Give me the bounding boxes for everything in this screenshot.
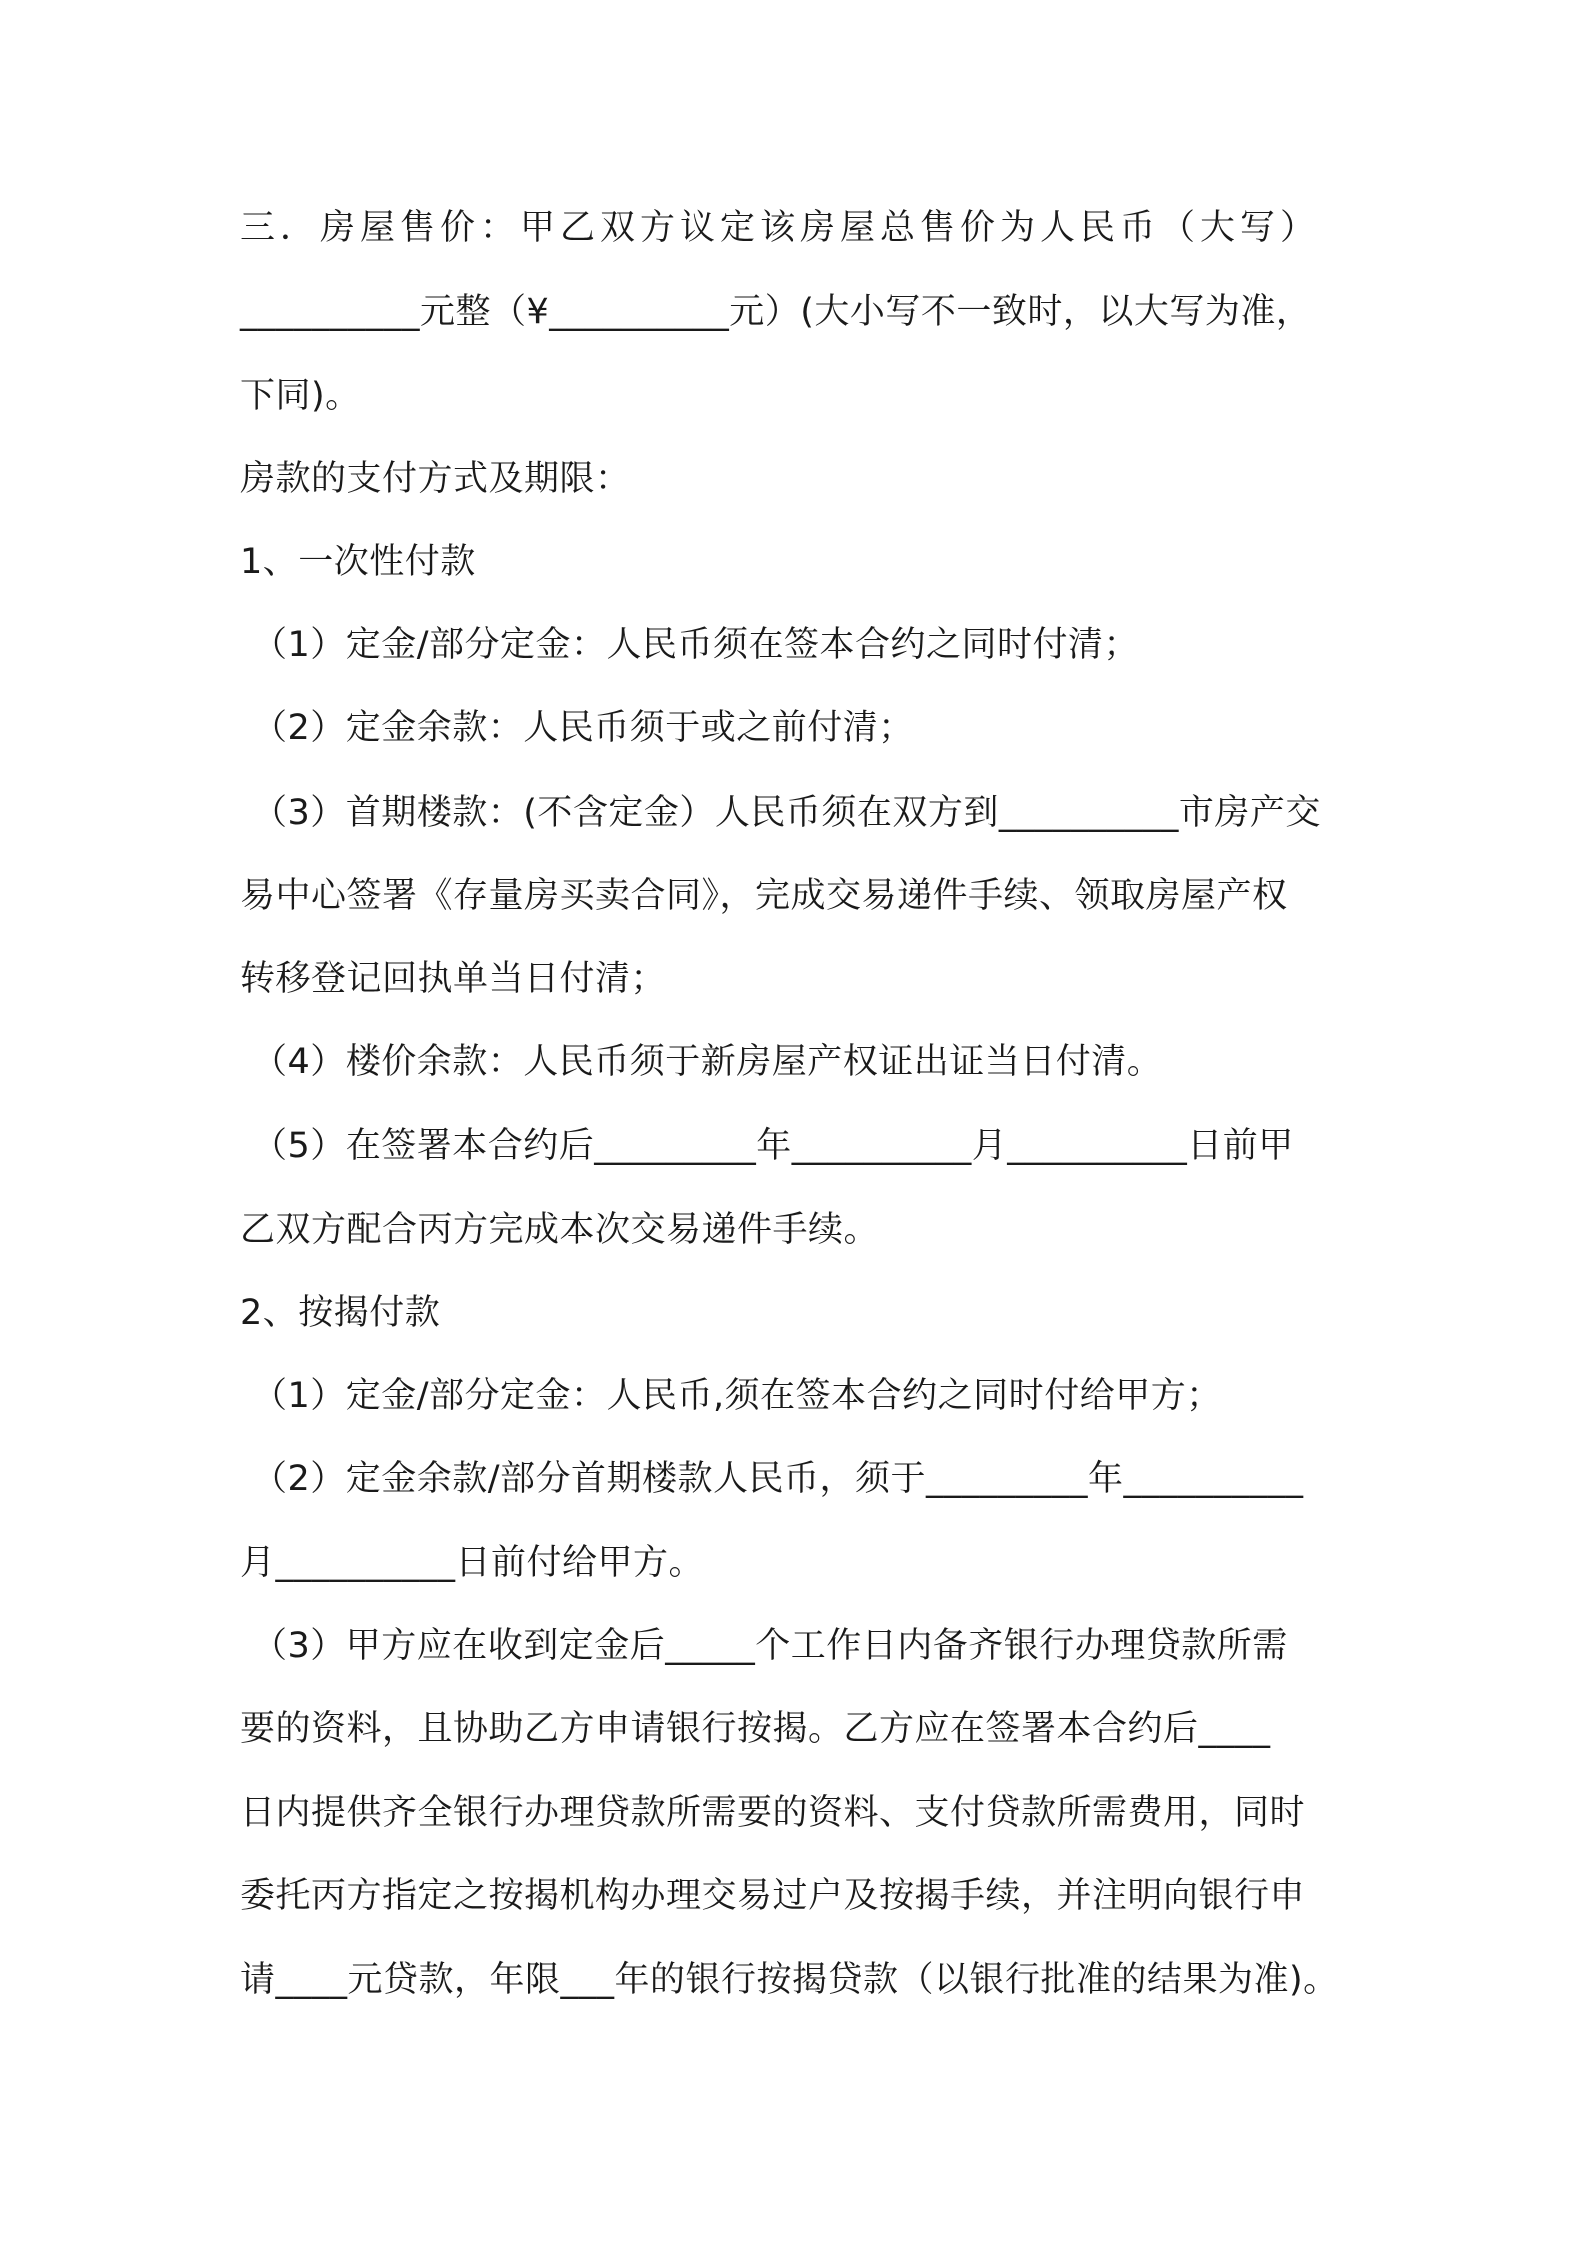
list-item: （5）在签署本合约后_________年__________月__________日前甲 [252,1126,1294,1166]
paragraph-line: 转移登记回执单当日付清； [240,959,667,999]
section-heading-price: 三．房屋售价：甲乙双方议定该房屋总售价为人民币（大写） [240,208,1321,248]
subheading-payment-method: 房款的支付方式及期限： [240,459,631,499]
paragraph-line: 易中心签署《存量房买卖合同》，完成交易递件手续、领取房屋产权 [240,876,1288,916]
list-item: （3）首期楼款：(不含定金）人民币须在双方到__________市房产交 [252,793,1321,833]
paragraph-line: 下同)。 [240,376,361,416]
list-item: （4）楼价余款：人民币须于新房屋产权证出证当日付清。 [252,1042,1163,1082]
paragraph-line: 月__________日前付给甲方。 [240,1543,705,1583]
list-item: （3）甲方应在收到定金后_____个工作日内备齐银行办理贷款所需 [252,1626,1288,1666]
subheading-one-time-payment: 1、一次性付款 [240,542,476,582]
paragraph-line: __________元整（¥__________元）(大小写不一致时，以大写为准， [240,292,1312,332]
list-item: （1）定金/部分定金：人民币须在签本合约之同时付清； [252,625,1140,665]
paragraph-line: 日内提供齐全银行办理贷款所需要的资料、支付贷款所需费用，同时 [240,1793,1306,1833]
list-item: （2）定金余款/部分首期楼款人民币，须于_________年__________ [252,1459,1304,1499]
paragraph-line: 请____元贷款，年限___年的银行按揭贷款（以银行批准的结果为准)。 [240,1960,1339,2000]
paragraph-line: 委托丙方指定之按揭机构办理交易过户及按揭手续，并注明向银行申 [240,1876,1306,1916]
subheading-mortgage-payment: 2、按揭付款 [240,1293,441,1333]
paragraph-line: 乙双方配合丙方完成本次交易递件手续。 [240,1210,880,1250]
list-item: （1）定金/部分定金：人民币,须在签本合约之同时付给甲方； [252,1376,1222,1416]
list-item: （2）定金余款：人民币须于或之前付清； [252,708,914,748]
paragraph-line: 要的资料，且协助乙方申请银行按揭。乙方应在签署本合约后____ [240,1709,1271,1749]
